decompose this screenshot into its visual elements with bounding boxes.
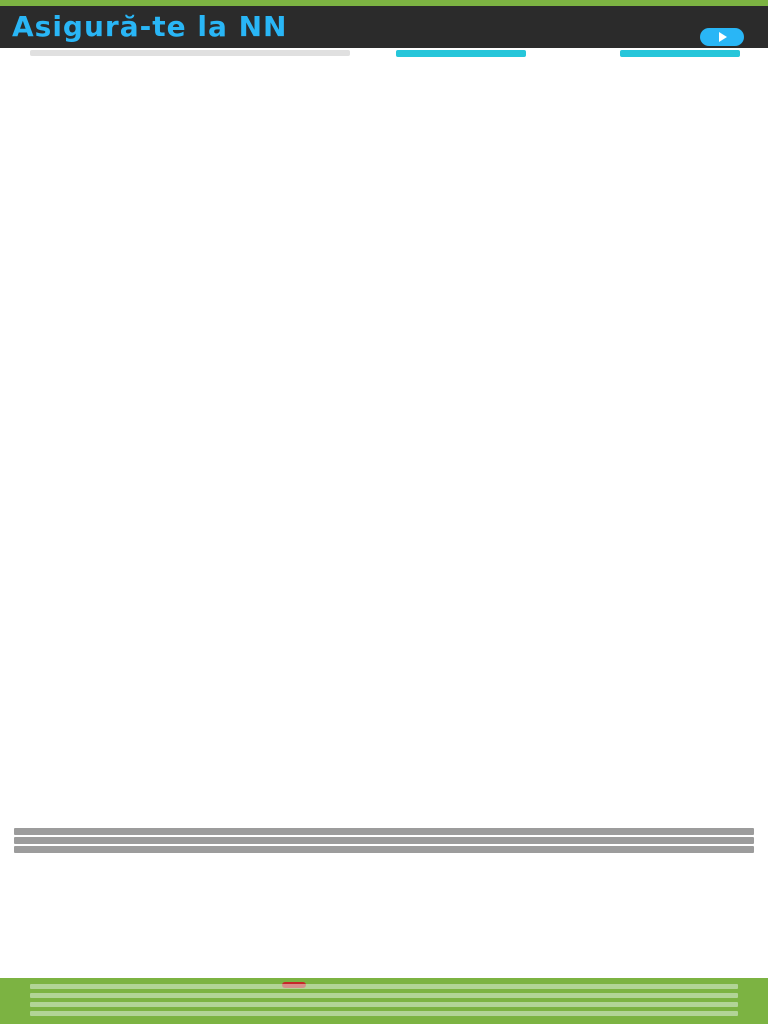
chip-2[interactable]: [620, 50, 740, 57]
notes-block: [14, 828, 754, 858]
related-link[interactable]: [8, 949, 748, 960]
related-link[interactable]: [8, 858, 748, 869]
col-header-2: [174, 58, 354, 68]
col-header-3: [354, 58, 534, 68]
related-link[interactable]: [8, 881, 748, 892]
related-link[interactable]: [8, 938, 748, 949]
table-header: [14, 58, 754, 68]
footer: [0, 978, 768, 1024]
related-link[interactable]: [8, 869, 748, 880]
related-link[interactable]: [8, 926, 748, 937]
col-header-4: [534, 58, 754, 68]
chip-1[interactable]: [396, 50, 526, 57]
footer-text: [30, 984, 738, 1020]
related-link[interactable]: [8, 904, 748, 915]
related-links: [8, 858, 748, 972]
toolbar-text: [30, 50, 350, 56]
related-link[interactable]: [8, 915, 748, 926]
ad-play-button[interactable]: [700, 28, 744, 46]
verbs-table: [14, 58, 754, 828]
related-link[interactable]: [8, 892, 748, 903]
ad-banner[interactable]: [0, 6, 768, 48]
ad-title: Asigură-te la NN: [12, 10, 288, 43]
col-header-1: [14, 58, 174, 68]
related-link[interactable]: [8, 961, 748, 972]
